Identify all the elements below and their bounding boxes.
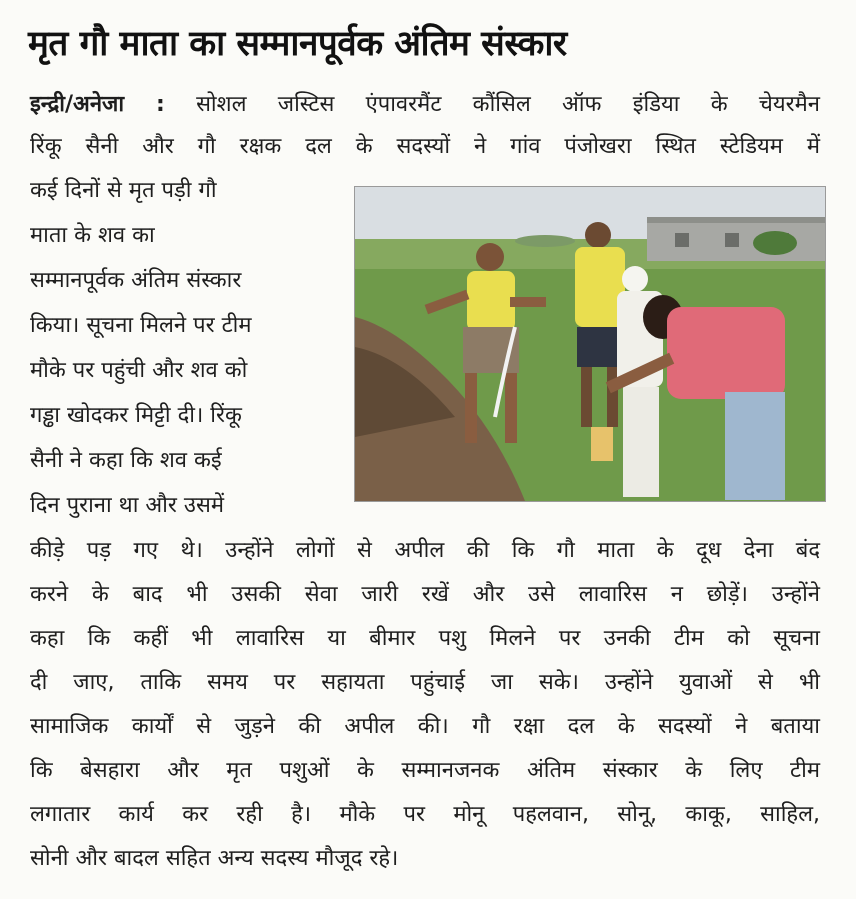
body-line-1-text: सोशल जस्टिस एंपावरमैंट कौंसिल ऑफ इंडिया के चेयरमैन: [196, 92, 820, 117]
body-line-2: रिंकू सैनी और गौ रक्षक दल के सदस्यों ने गांव पंजोखरा स्थित स्टेडियम में: [30, 134, 820, 159]
headline: मृत गौ माता का सम्मानपूर्वक अंतिम संस्कार: [28, 24, 567, 64]
body-line-3: कई दिनों से मृत पड़ी गौ: [30, 178, 217, 203]
body-line-14: दी जाए, ताकि समय पर सहायता पहुंचाई जा सके। उन्होंने युवाओं से भी: [30, 670, 820, 695]
body-line-18: सोनी और बादल सहित अन्य सदस्य मौजूद रहे।: [30, 846, 399, 871]
body-line-6: किया। सूचना मिलने पर टीम: [30, 313, 252, 338]
body-line-11: कीड़े पड़ गए थे। उन्होंने लोगों से अपील की कि गौ माता के दूध देना बंद: [30, 538, 820, 563]
body-line-1: [30, 84, 820, 126]
body-line-15: सामाजिक कार्यों से जुड़ने की अपील की। गौ रक्षा दल के सदस्यों ने बताया: [30, 714, 820, 739]
dateline: इन्द्री/अनेजा :: [30, 92, 165, 117]
body-line-17: लगातार कार्य कर रही है। मौके पर मोनू पहलवान, सोनू, काकू, साहिल,: [30, 802, 820, 827]
body-line-16: कि बेसहारा और मृत पशुओं के सम्मानजनक अंतिम संस्कार के लिए टीम: [30, 758, 820, 783]
photo-illustration: [355, 187, 825, 501]
body-line-13: कहा कि कहीं भी लावारिस या बीमार पशु मिलने पर उनकी टीम को सूचना: [30, 626, 820, 651]
body-line-8: गड्ढा खोदकर मिट्टी दी। रिंकू: [30, 403, 242, 428]
body-line-4: माता के शव का: [30, 223, 155, 248]
body-line-5: सम्मानपूर्वक अंतिम संस्कार: [30, 268, 242, 293]
news-photo: [354, 186, 826, 502]
body-line-12: करने के बाद भी उसकी सेवा जारी रखें और उसे लावारिस न छोड़ें। उन्होंने: [30, 582, 820, 607]
body-line-10: दिन पुराना था और उसमें: [30, 493, 225, 518]
photo-packet: [591, 427, 613, 461]
body-line-9: सैनी ने कहा कि शव कई: [30, 448, 222, 473]
body-line-7: मौके पर पहुंची और शव को: [30, 358, 248, 383]
